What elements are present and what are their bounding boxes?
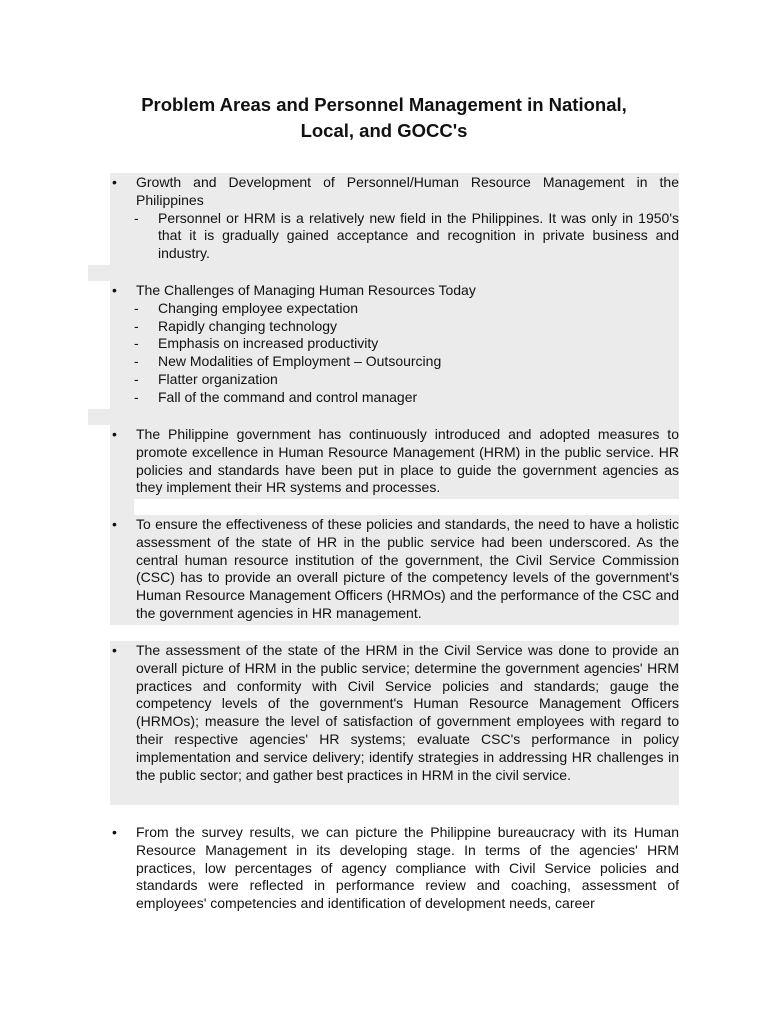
dash-icon: - [134,370,139,387]
section-policy-effectiveness [110,516,679,623]
sub-list-item [110,300,679,318]
section-heading: Growth and Development of Personnel/Human Resource Management in the Philippines [136,174,679,208]
title-line-1: Problem Areas and Personnel Management in National, [141,94,627,115]
section-government-measures [110,426,679,497]
paragraph-text: From the survey results, we can picture the Philippine bureaucracy with its Human Resource Management in its developing stage. In terms of the agencies' HRM practices, low percentages of agency compliance with Civil Service policies and standards were reflected in performance review and coaching, assessment of employees' competencies and identification of development needs, career [136,824,679,912]
sub-item-text: Flatter organization [158,370,278,387]
sub-item-text: Emphasis on increased productivity [158,335,379,352]
list-item [110,426,679,497]
list-item [110,516,679,623]
paragraph-text: To ensure the effectiveness of these policies and standards, the need to have a holistic assessment of the state of HR in the public service had been underscored. As the central human resource institution of the government, the Civil Service Commission (CSC) has to provide an overall picture of the competency levels of the government's Human Resource Management Officers (HRMOs) and the performance of the CSC and the government agencies in HR management. [136,516,679,621]
bullet-icon: • [112,426,117,442]
bullet-icon: • [112,824,117,840]
dash-icon: - [134,209,139,226]
sub-list-item [110,389,679,407]
paragraph-text: The assessment of the state of the HRM in the Civil Service was done to provide an overall picture of HRM in the public service; determine the government agencies' HRM practices and conformity with Civil Service policies and standards; gauge the competency levels of the government's Human Resource Management Officers (HRMOs); measure the level of satisfaction of government employees with regard to their respective agencies' HR systems; evaluate CSC's performance in policy implementation and service delivery; identify strategies in addressing HR challenges in the public sector; and gather best practices in HRM in the civil service. [136,642,679,783]
list-item [110,824,679,913]
list-item [110,174,679,210]
dash-icon: - [134,299,139,316]
sub-list-item [110,335,679,353]
list-item [110,642,679,784]
highlight-band [88,265,679,281]
sub-item-text: Fall of the command and control manager [158,388,418,405]
sub-item-text: Changing employee expectation [158,299,359,316]
dash-icon: - [134,388,139,405]
list-item [110,282,679,300]
section-challenges [110,282,679,407]
sub-item-text: Rapidly changing technology [158,317,338,334]
dash-icon: - [134,317,139,334]
sub-list-item [110,353,679,371]
bullet-icon: • [112,642,117,658]
highlight-band [88,409,679,425]
dash-icon: - [134,335,139,352]
bullet-icon: • [112,174,117,190]
sub-item-text: Personnel or HRM is a relatively new field in the Philippines. It was only in 1950's that it is gradually gained acceptance and recognition in private business and industry. [158,209,679,262]
sub-item-text: New Modalities of Employment – Outsourcing [158,353,442,370]
bullet-icon: • [112,516,117,532]
section-growth-development [110,174,679,263]
dash-icon: - [134,353,139,370]
section-survey-results [110,824,679,913]
sub-list-item [110,371,679,389]
sub-list-item [110,210,679,263]
section-heading: The Challenges of Managing Human Resources Today [136,282,476,298]
document-title [90,92,678,144]
bullet-icon: • [112,282,117,298]
sub-list-item [110,318,679,336]
section-hrm-assessment [110,642,679,784]
title-line-2: Local, and GOCC's [300,120,468,141]
highlight-band [110,499,134,515]
paragraph-text: The Philippine government has continuously introduced and adopted measures to promote excellence in Human Resource Management (HRM) in the public service. HR policies and standards have been put in place to guide the government agencies as they implement their HR systems and processes. [136,426,679,496]
